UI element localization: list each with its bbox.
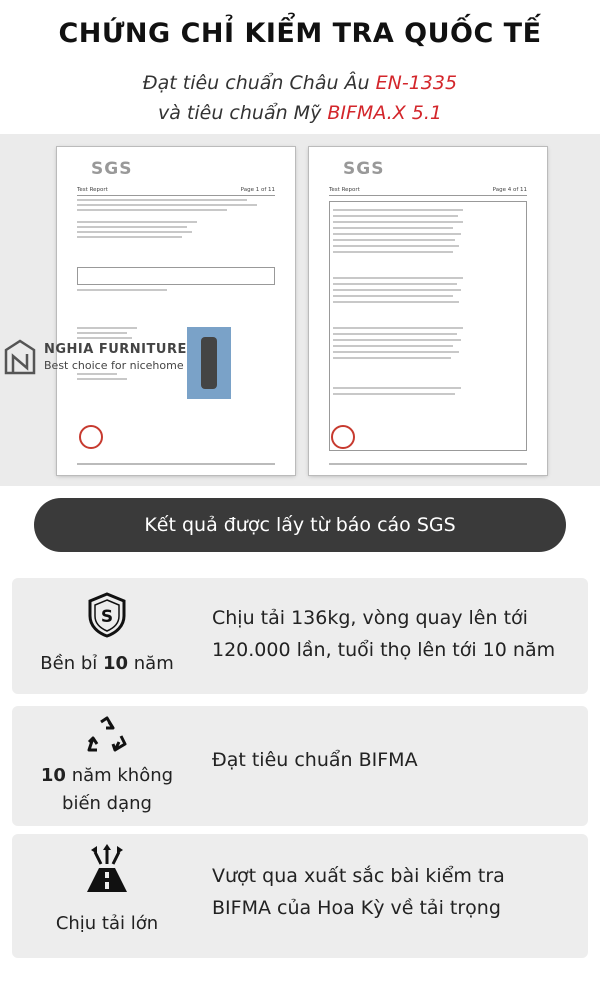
feature-card-no-deform [12, 706, 588, 826]
report-title: Test Report [329, 187, 360, 193]
sgs-certificate-1 [57, 147, 295, 475]
subtitle-eu: Đạt tiêu chuẩn Châu Âu EN-1335 [142, 72, 458, 94]
brand-tagline: Best choice for nicehome [44, 359, 184, 372]
page-title: CHỨNG CHỈ KIỂM TRA QUỐC TẾ [58, 18, 542, 49]
report-page: Page 4 of 11 [492, 187, 527, 193]
shield-s-icon [86, 592, 128, 638]
road-arrows-icon [83, 844, 131, 894]
subtitle-us: và tiêu chuẩn Mỹ BIFMA.X 5.1 [158, 102, 442, 124]
feature-label: 10 năm không biến dạng [40, 765, 174, 814]
report-page: Page 1 of 11 [240, 187, 275, 193]
brand-name: NGHIA FURNITURE [44, 342, 187, 357]
sgs-certificate-2 [309, 147, 547, 475]
svg-text:S: S [100, 607, 114, 627]
seal-stamp [79, 425, 103, 449]
house-logo-icon [2, 338, 38, 376]
feature-card-durability [12, 578, 588, 694]
brand-watermark [0, 338, 260, 378]
feature-card-load [12, 834, 588, 958]
feature-description: Vượt qua xuất sắc bài kiểm tra BIFMA của Hoa Kỳ về tải trọng [212, 865, 505, 919]
result-banner: Kết quả được lấy từ báo cáo SGS [34, 498, 566, 552]
sgs-logo: SGS [91, 159, 133, 179]
standard-en1335: EN-1335 [375, 72, 458, 94]
seal-stamp [331, 425, 355, 449]
feature-label: Bền bỉ 10 năm [40, 653, 174, 674]
recycle-icon [85, 716, 129, 758]
feature-description: Đạt tiêu chuẩn BIFMA [212, 749, 418, 771]
feature-description: Chịu tải 136kg, vòng quay lên tới 120.000 lần, tuổi thọ lên tới 10 năm [212, 607, 556, 661]
sgs-logo: SGS [343, 159, 385, 179]
standard-bifma: BIFMA.X 5.1 [327, 102, 442, 124]
feature-label: Chịu tải lớn [55, 913, 159, 934]
report-title: Test Report [77, 187, 108, 193]
